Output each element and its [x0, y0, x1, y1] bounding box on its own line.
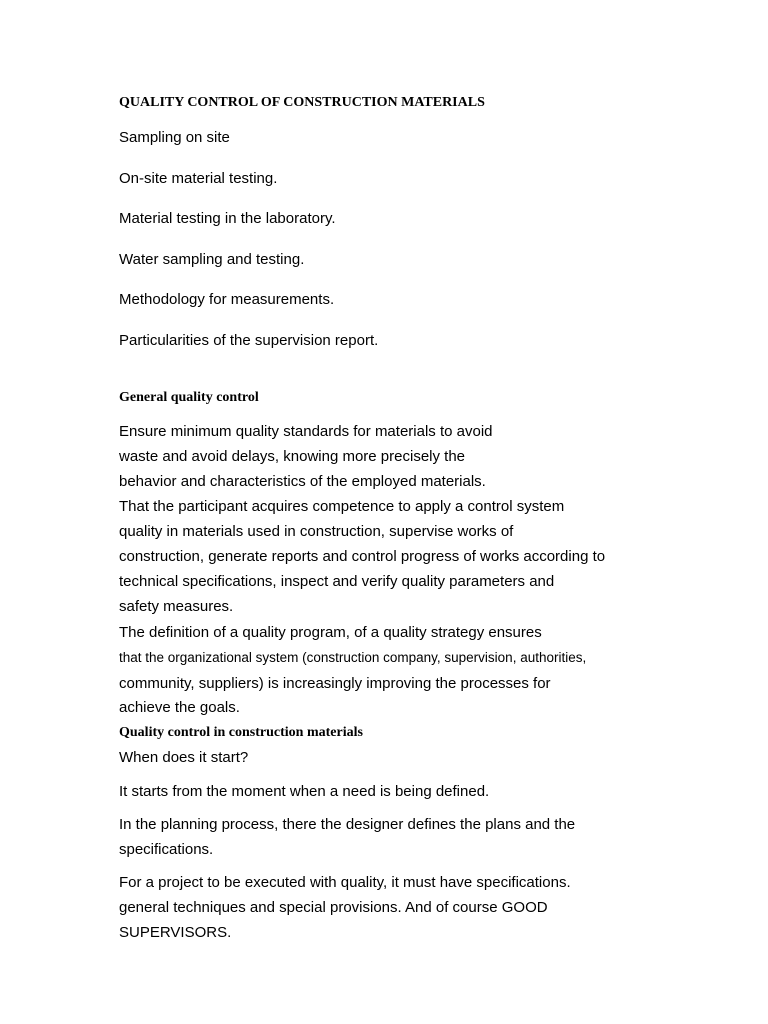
paragraph-line: safety measures.: [119, 598, 234, 615]
paragraph-line: For a project to be executed with quality, it must have specifications.: [119, 874, 571, 891]
topic-item-methodology: Methodology for measurements.: [119, 291, 335, 308]
section-heading-general-quality: General quality control: [119, 390, 259, 405]
paragraph-line: specifications.: [119, 841, 214, 858]
paragraph-line: community, suppliers) is increasingly improving the processes for: [119, 675, 551, 692]
paragraph-line: technical specifications, inspect and verify quality parameters and: [119, 573, 555, 590]
question-text: When does it start?: [119, 749, 249, 766]
paragraph-line: In the planning process, there the designer defines the plans and the: [119, 816, 576, 833]
paragraph-line: general techniques and special provisions. And of course GOOD: [119, 899, 548, 916]
paragraph-line: SUPERVISORS.: [119, 924, 232, 941]
section-heading-quality-control-materials: Quality control in construction materials: [119, 725, 363, 740]
paragraph-line: The definition of a quality program, of a quality strategy ensures: [119, 624, 542, 641]
paragraph-line: behavior and characteristics of the employed materials.: [119, 473, 486, 490]
paragraph-line: Ensure minimum quality standards for materials to avoid: [119, 423, 493, 440]
topic-item-lab-testing: Material testing in the laboratory.: [119, 210, 336, 227]
paragraph-line: achieve the goals.: [119, 699, 240, 716]
topic-item-water-sampling: Water sampling and testing.: [119, 251, 305, 268]
paragraph-line: waste and avoid delays, knowing more precisely the: [119, 448, 466, 465]
answer-text: It starts from the moment when a need is being defined.: [119, 783, 490, 800]
topic-item-supervision-report: Particularities of the supervision report.: [119, 332, 379, 349]
document-title: QUALITY CONTROL OF CONSTRUCTION MATERIALS: [119, 95, 485, 110]
paragraph-line: quality in materials used in construction, supervise works of: [119, 523, 514, 540]
paragraph-line: construction, generate reports and control progress of works according to: [119, 548, 606, 565]
topic-item-onsite-testing: On-site material testing.: [119, 170, 278, 187]
paragraph-line: That the participant acquires competence to apply a control system: [119, 498, 565, 515]
paragraph-line: that the organizational system (construction company, supervision, authorities,: [119, 650, 587, 665]
topic-item-sampling: Sampling on site: [119, 129, 230, 146]
